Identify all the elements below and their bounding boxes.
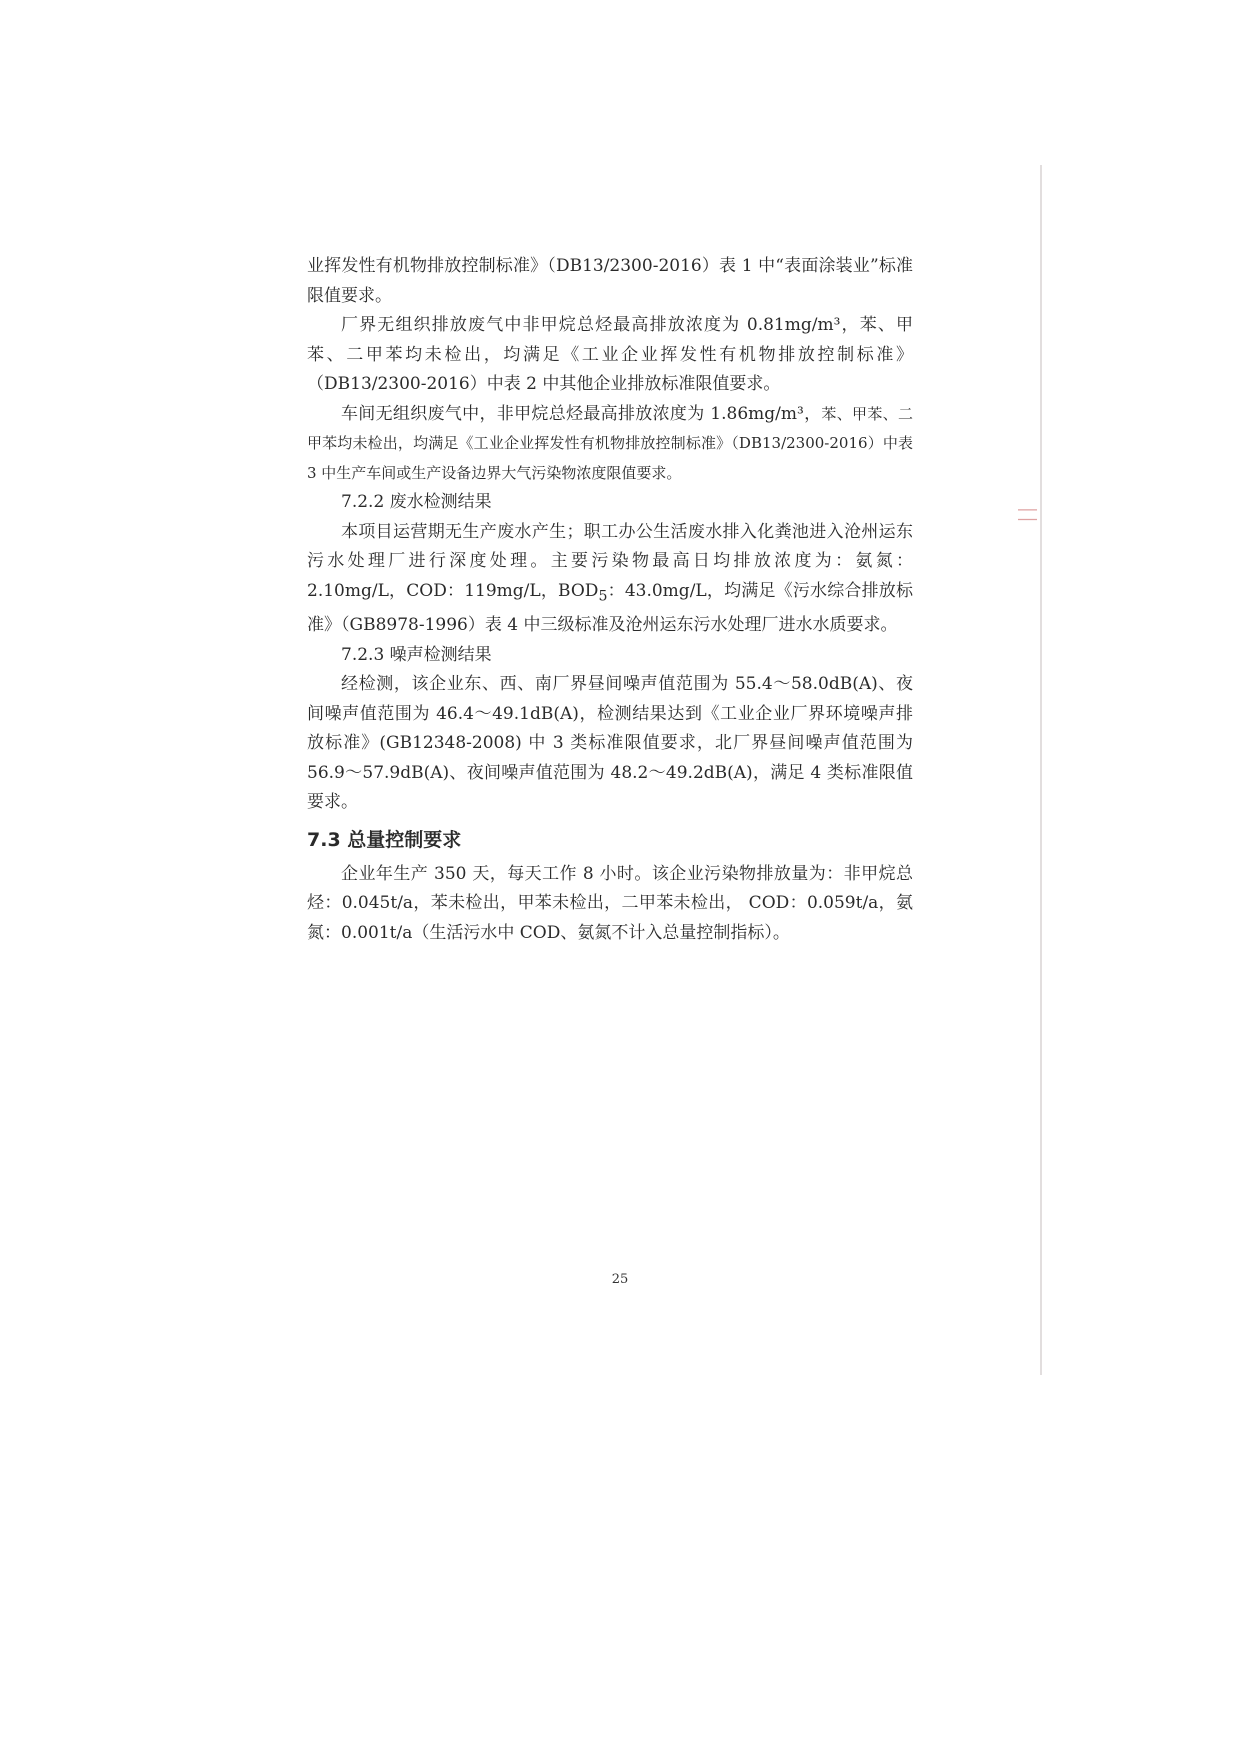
heading-7-2-3: 7.2.3 噪声检测结果 [341, 644, 492, 665]
wastewater-text-b: ：43.0mg/L，均满足《污水综合排放标准》（GB8978-1996）表 4 中三级标准及沧州运东污水处理厂进水水质要求。 [307, 580, 913, 636]
workshop-emission-text-b: 苯、甲苯、二甲苯均未检出，均满足《工业企业挥发性有机物排放控制标准》（DB13/2300-2016）中表 3 中生产车间或生产设备边界大气污染物浓度限值要求。 [307, 404, 913, 482]
seal-stamp-fragment: ││ [1018, 505, 1037, 525]
bod-subscript: 5 [598, 587, 608, 604]
paragraph-standard-continuation: 业挥发性有机物排放控制标准》（DB13/2300-2016）表 1 中“表面涂装业”标准限值要求。 [307, 256, 913, 306]
paragraph-workshop-emission [307, 400, 913, 489]
paragraph-total-control: 企业年生产 350 天，每天工作 8 小时。该企业污染物排放量为：非甲烷总烃：0.045t/a，苯未检出，甲苯未检出，二甲苯未检出， COD：0.059t/a，氨氮：0.001t/a（生活污水中 COD、氨氮不计入总量控制指标）。 [307, 863, 913, 943]
page-number: 25 [611, 1272, 629, 1287]
wastewater-text-a: 本项目运营期无生产废水产生；职工办公生活废水排入化粪池进入沧州运东污水处理厂进行深度处理。主要污染物最高日均排放浓度为：氨氮：2.10mg/L，COD：119mg/L，BOD [307, 521, 913, 601]
paragraph-boundary-emission: 厂界无组织排放废气中非甲烷总烃最高排放浓度为 0.81mg/m³，苯、甲苯、二甲苯均未检出，均满足《工业企业挥发性有机物排放控制标准》（DB13/2300-2016）中表 2 中其他企业排放标准限值要求。 [307, 315, 913, 394]
heading-7-2-2: 7.2.2 废水检测结果 [341, 492, 492, 512]
document-body [307, 252, 913, 948]
heading-7-3: 7.3 总量控制要求 [307, 828, 462, 851]
workshop-emission-text-a: 车间无组织废气中，非甲烷总烃最高排放浓度为 1.86mg/m³， [341, 403, 822, 424]
scan-edge-line [1040, 165, 1042, 1375]
paragraph-wastewater [307, 518, 913, 641]
paragraph-noise: 经检测，该企业东、西、南厂界昼间噪声值范围为 55.4～58.0dB(A)、夜间噪声值范围为 46.4～49.1dB(A)，检测结果达到《工业企业厂界环境噪声排放标准》(GB12348-2008) 中 3 类标准限值要求，北厂界昼间噪声值范围为 56.9～57.9dB(A)、夜间噪声值范围为 48.2～49.2dB(A)，满足 4 类标准限值要求。 [307, 674, 913, 813]
